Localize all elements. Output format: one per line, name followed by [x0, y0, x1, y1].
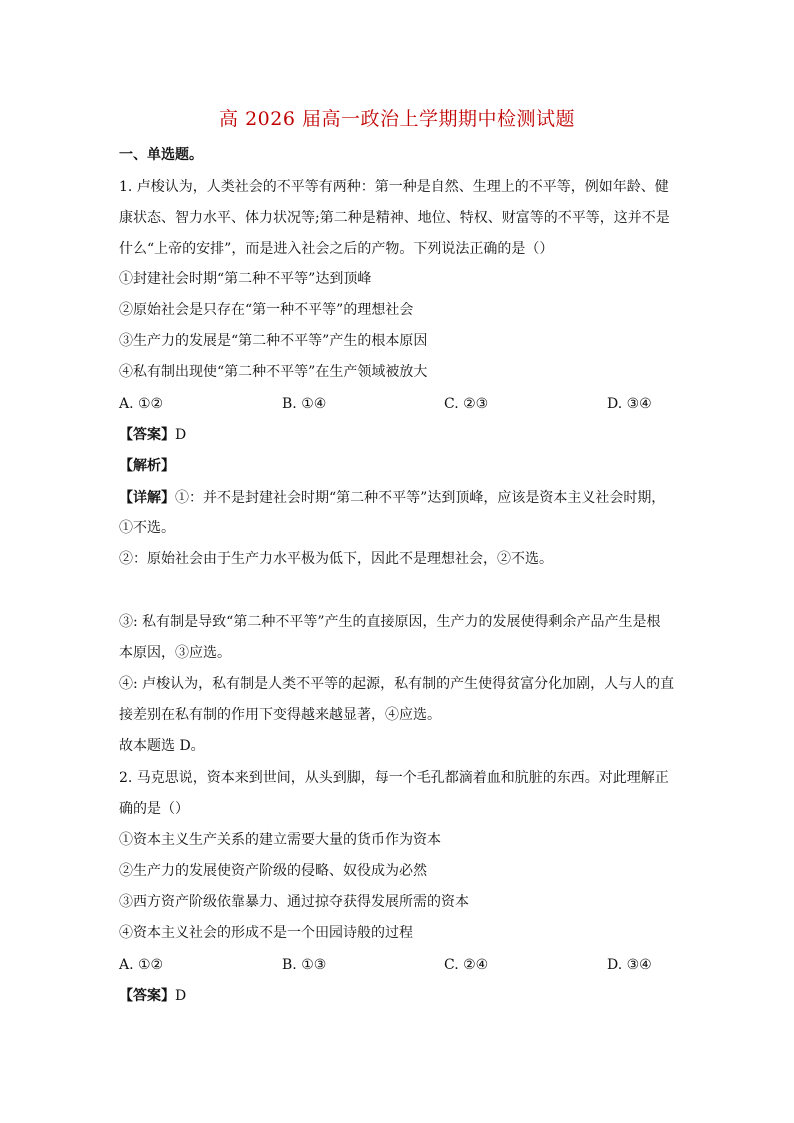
q1-answer — [119, 425, 679, 445]
section-heading: 一、单选题。 — [119, 147, 203, 163]
q2-answer — [119, 986, 679, 1006]
q2-statement-3: ③西方资产阶级依靠暴力、通过掠夺获得发展所需的资本 — [119, 894, 469, 910]
q2-option-b: B. ①③ — [282, 957, 327, 973]
q1-detail-line-4: ③: 私有制是导致“第二种不平等”产生的直接原因，生产力的发展使得剩余产品产生是根 — [119, 614, 661, 630]
q1-option-c: C. ②③ — [444, 396, 489, 412]
q1-conclusion: 故本题选 D。 — [119, 738, 205, 754]
q2-answer-value: D — [175, 988, 187, 1004]
q1-stem-line-2: 康状态、智力水平、体力状况等;第二种是精神、地位、特权、财富等的不平等，这并不是 — [119, 210, 670, 226]
q2-stem-line-1: 2. 马克思说，资本来到世间，从头到脚，每一个毛孔都滴着血和肮脏的东西。对此理解正 — [119, 770, 669, 786]
q1-detail-line-5: 本原因，③应选。 — [119, 645, 231, 661]
q1-stem-line-1: 1. 卢梭认为，人类社会的不平等有两种：第一种是自然、生理上的不平等，例如年龄、健 — [119, 179, 669, 195]
page-title: 高 2026 届高一政治上学期期中检测试题 — [219, 108, 575, 130]
q1-option-b: B. ①④ — [282, 396, 327, 412]
q1-analysis-tag: 【解析】 — [119, 458, 175, 474]
q2-statement-1: ①资本主义生产关系的建立需要大量的货币作为资本 — [119, 832, 441, 848]
q1-detail-line-6: ④: 卢梭认为，私有制是人类不平等的起源，私有制的产生使得贫富分化加剧，人与人的直 — [119, 676, 675, 692]
q1-detail-tag: 【详解】 — [119, 490, 175, 506]
q2-statement-4: ④资本主义社会的形成不是一个田园诗般的过程 — [119, 925, 413, 941]
q1-statement-3: ③生产力的发展是“第二种不平等”产生的根本原因 — [119, 333, 428, 349]
q1-detail-text-1: ①：并不是封建社会时期“第二种不平等”达到顶峰，应该是资本主义社会时期， — [175, 490, 666, 506]
q1-stem-line-3: 什么“上帝的安排”，而是进入社会之后的产物。下列说法正确的是（） — [119, 241, 554, 257]
q2-option-c: C. ②④ — [444, 957, 489, 973]
q2-stem-line-2: 确的是（） — [119, 801, 189, 817]
q1-statement-4: ④私有制出现使“第二种不平等”在生产领域被放大 — [119, 364, 428, 380]
q1-answer-tag: 【答案】 — [119, 427, 175, 443]
q2-statement-2: ②生产力的发展使资产阶级的侵略、奴役成为必然 — [119, 863, 427, 879]
q2-answer-tag: 【答案】 — [119, 988, 175, 1004]
q1-detail-line-3: ②：原始社会由于生产力水平极为低下，因此不是理想社会，②不选。 — [119, 551, 553, 567]
q2-option-d: D. ③④ — [607, 957, 652, 973]
q1-answer-value: D — [175, 427, 187, 443]
q1-option-a: A. ①② — [119, 396, 164, 412]
q1-statement-2: ②原始社会是只存在“第一种不平等”的理想社会 — [119, 302, 414, 318]
q2-option-a: A. ①② — [119, 957, 164, 973]
q1-option-d: D. ③④ — [607, 396, 652, 412]
q1-detail-line-2: ①不选。 — [119, 520, 175, 536]
q1-statement-1: ①封建社会时期“第二种不平等”达到顶峰 — [119, 271, 372, 287]
q1-detail-line-7: 接差别在私有制的作用下变得越来越显著，④应选。 — [119, 707, 441, 723]
q1-detail-line-1 — [119, 488, 679, 508]
